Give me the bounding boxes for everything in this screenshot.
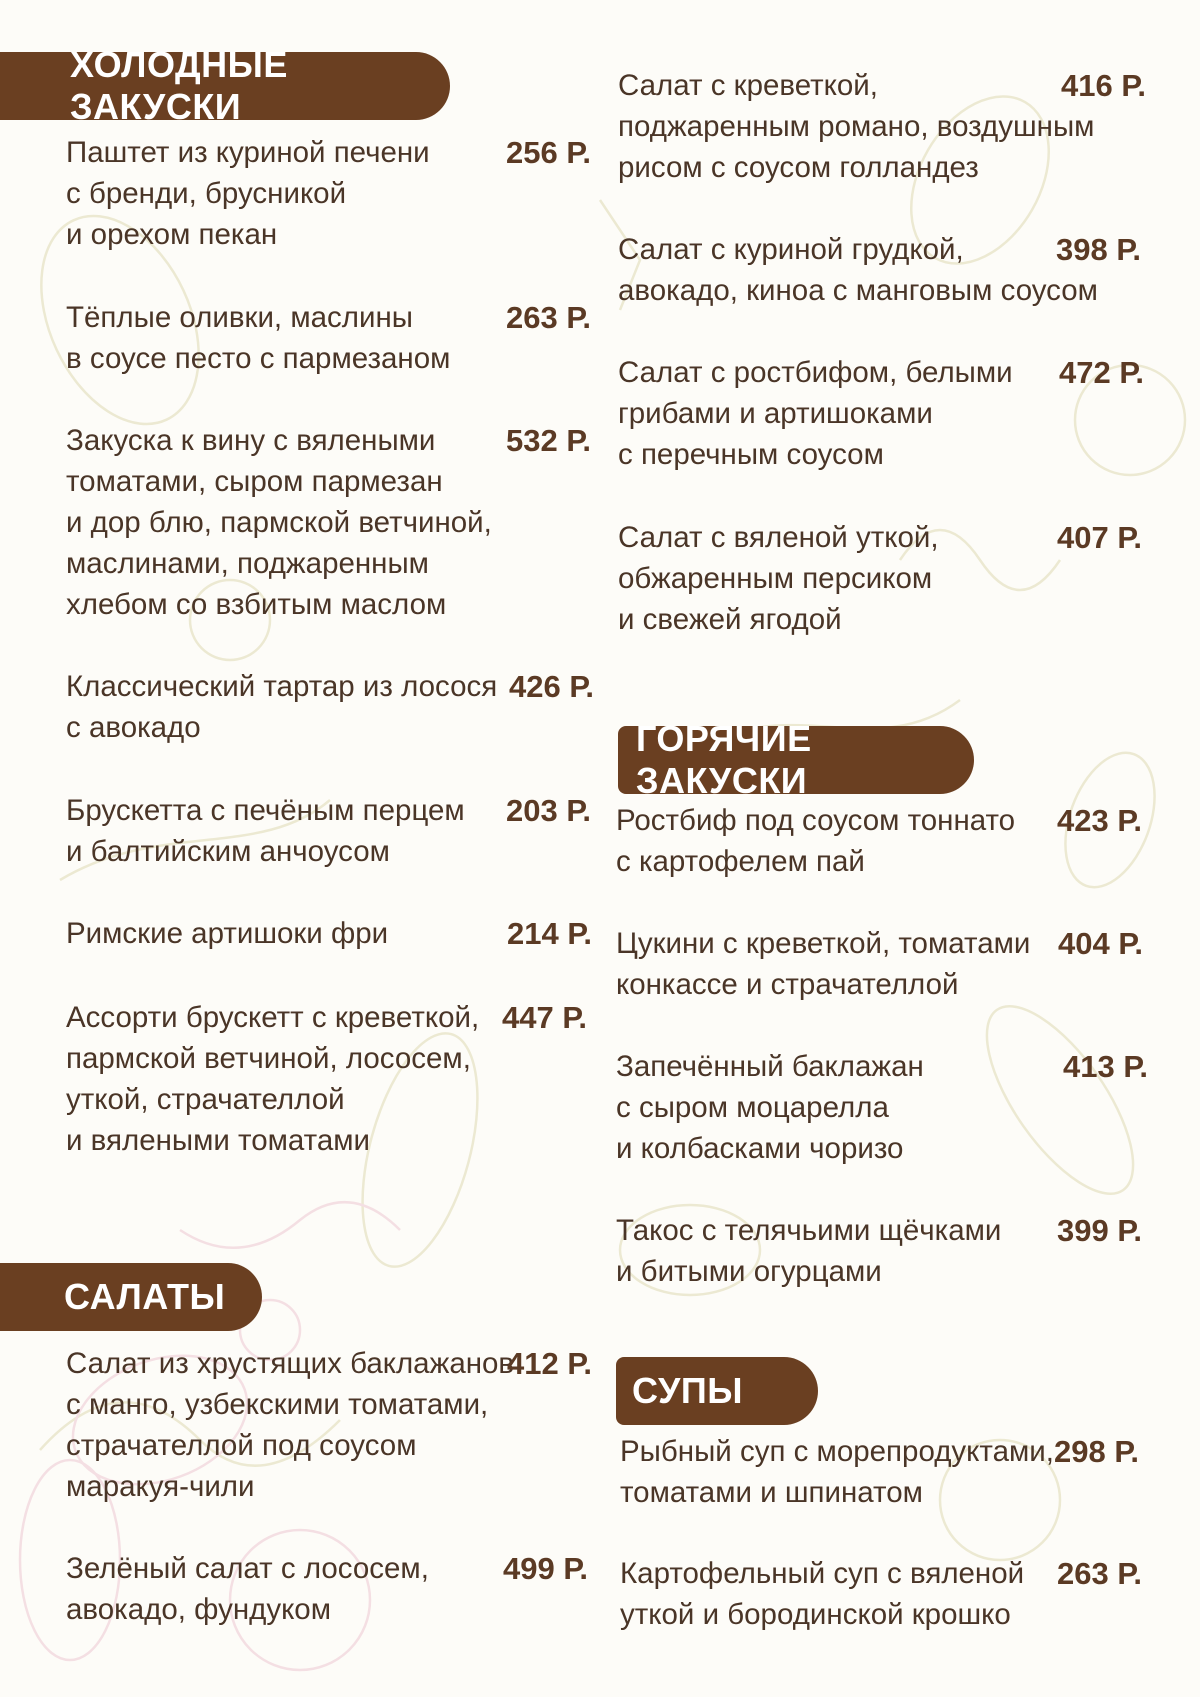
item-price: 416 Р. — [1061, 68, 1146, 103]
menu-item — [618, 352, 1144, 478]
menu-item — [66, 913, 596, 957]
item-name: Салат из хрустящих баклажанов с манго, узбекскими томатами, страчателлой под соусом маракуя-чили — [66, 1347, 515, 1503]
menu-item — [66, 666, 596, 752]
menu-item — [66, 997, 596, 1165]
item-name: Рыбный суп с морепродуктами, томатами и шпинатом — [620, 1435, 1054, 1509]
menu-item — [66, 420, 596, 630]
item-price: 399 Р. — [1057, 1213, 1142, 1248]
menu-item — [616, 923, 1143, 1009]
item-price: 412 Р. — [507, 1346, 592, 1381]
item-price: 423 Р. — [1057, 803, 1142, 838]
item-price: 407 Р. — [1057, 520, 1142, 555]
item-price: 263 Р. — [1057, 1556, 1142, 1591]
section-title: САЛАТЫ — [64, 1276, 226, 1317]
item-name: Цукини с креветкой, томатами конкассе и страчателлой — [616, 927, 1031, 1001]
item-name: Закуска к вину с вялеными томатами, сыром пармезан и дор блю, пармской ветчиной, маслинами, поджаренным хлебом со взбитым маслом — [66, 424, 492, 621]
item-name: Зелёный салат с лососем, авокадо, фундуком — [66, 1552, 429, 1626]
item-price: 214 Р. — [507, 916, 592, 951]
menu-item — [620, 1553, 1140, 1639]
menu-item — [66, 1343, 596, 1511]
item-name: Картофельный суп с вяленой уткой и бородинской крошко — [620, 1557, 1025, 1631]
menu-item — [616, 1210, 1142, 1296]
item-name: Паштет из куриной печени с бренди, брусникой и орехом пекан — [66, 136, 430, 251]
section-title: СУПЫ — [632, 1370, 744, 1411]
section-header-hot-appetizers — [618, 718, 974, 801]
item-price: 398 Р. — [1056, 232, 1141, 267]
menu-item — [618, 229, 1141, 315]
item-price: 532 Р. — [506, 423, 591, 458]
item-name: Салат с ростбифом, белыми грибами и артишоками с перечным соусом — [618, 356, 1013, 471]
item-name: Классический тартар из лосося с авокадо — [66, 670, 498, 744]
section-header-salads — [0, 1263, 262, 1331]
item-name: Запечённый баклажан с сыром моцарелла и колбасками чоризо — [616, 1050, 924, 1165]
item-price: 203 Р. — [506, 793, 591, 828]
section-title: ХОЛОДНЫЕ ЗАКУСКИ — [70, 44, 288, 127]
menu-item — [616, 800, 1142, 886]
item-price: 413 Р. — [1063, 1049, 1148, 1084]
item-price: 263 Р. — [506, 300, 591, 335]
section-header-soups — [616, 1357, 818, 1425]
item-name: Брускетта с печёным перцем и балтийским анчоусом — [66, 794, 465, 868]
item-name: Такос с телячьими щёчками и битыми огурцами — [616, 1214, 1002, 1288]
item-name: Ростбиф под соусом тоннато с картофелем пай — [616, 804, 1016, 878]
item-name: Тёплые оливки, маслины в соусе песто с пармезаном — [66, 301, 451, 375]
item-price: 472 Р. — [1059, 355, 1144, 390]
item-name: Римские артишоки фри — [66, 917, 389, 950]
item-price: 499 Р. — [503, 1551, 588, 1586]
menu-item — [620, 1431, 1140, 1517]
item-price: 404 Р. — [1058, 926, 1143, 961]
menu-item — [618, 517, 1142, 643]
section-title: ГОРЯЧИЕ ЗАКУСКИ — [636, 718, 812, 801]
item-price: 426 Р. — [509, 669, 594, 704]
menu-item — [66, 1548, 596, 1634]
item-name: Салат с куриной грудкой, авокадо, киноа с манговым соусом — [618, 233, 1098, 307]
menu-item — [66, 297, 596, 383]
item-name: Салат с креветкой, поджаренным романо, воздушным рисом с соусом голландез — [618, 69, 1095, 184]
section-header-cold-appetizers — [0, 44, 450, 127]
menu-item — [618, 65, 1146, 191]
item-name: Салат с вяленой уткой, обжаренным персиком и свежей ягодой — [618, 521, 939, 636]
item-name: Ассорти брускетт с креветкой, пармской ветчиной, лососем, уткой, страчателлой и вялеными томатами — [66, 1001, 480, 1157]
item-price: 298 Р. — [1054, 1434, 1139, 1469]
item-price: 447 Р. — [502, 1000, 587, 1035]
item-price: 256 Р. — [506, 135, 591, 170]
menu-item — [616, 1046, 1148, 1172]
menu-item — [66, 132, 596, 258]
menu-item — [66, 790, 596, 876]
